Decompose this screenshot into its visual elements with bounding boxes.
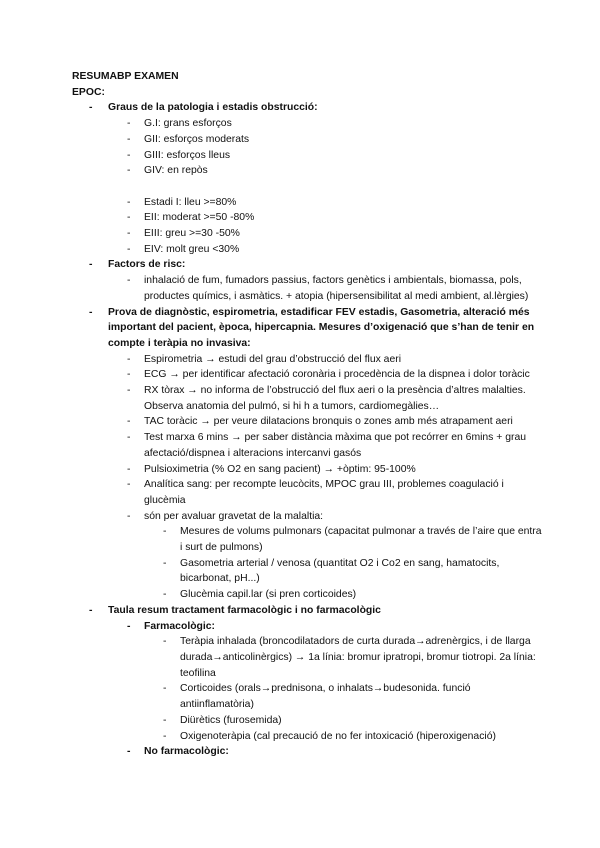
bullet-dash: - — [163, 683, 167, 695]
bullet-dash: - — [89, 604, 93, 616]
list-item — [72, 116, 542, 132]
grau-item: GIV: en repòs — [144, 165, 208, 177]
bullet-dash: - — [127, 118, 131, 130]
list-item — [72, 744, 542, 760]
bullet-dash: - — [127, 228, 131, 240]
list-item — [72, 148, 542, 164]
list-item — [72, 462, 542, 478]
bullet-dash: - — [127, 212, 131, 224]
list-item — [72, 195, 542, 211]
list-item — [72, 634, 542, 681]
farma-item: Diürètics (furosemida) — [180, 714, 282, 726]
bullet-dash: - — [127, 275, 131, 287]
bullet-dash: - — [163, 730, 167, 742]
list-item — [72, 587, 542, 603]
estadi-item: EIII: greu >=30 -50% — [144, 228, 240, 240]
list-item — [72, 713, 542, 729]
bullet-dash: - — [127, 243, 131, 255]
list-item — [72, 556, 542, 587]
farma-heading: Farmacològic: — [144, 620, 216, 632]
bullet-dash: - — [127, 165, 131, 177]
bullet-dash: - — [127, 463, 131, 475]
bullet-dash: - — [127, 369, 131, 381]
taula-heading: Taula resum tractament farmacològic i no farmacològic — [108, 604, 381, 616]
list-item — [72, 352, 542, 368]
list-item — [72, 509, 542, 525]
doc-title: RESUMABP EXAMEN — [72, 71, 179, 82]
list-item — [72, 729, 542, 745]
factor-item: inhalació de fum, fumadors passius, factors genètics i ambientals, biomassa, pols, productes químics, i asmàtics. + atopia (hipersensibilitat al medi ambient, al.lèrgies) — [144, 275, 529, 302]
prova-subitem: Gasometria arterial / venosa (quantitat O2 i Co2 en sang, hamatocits, bicarbonat, pH...) — [180, 557, 500, 585]
bullet-dash: - — [127, 133, 131, 145]
bullet-dash: - — [163, 526, 167, 538]
bullet-dash: - — [163, 589, 167, 601]
list-item — [72, 226, 542, 242]
prova-item: Espirometria → estudi del grau d’obstrucció del flux aeri — [144, 353, 402, 365]
bullet-dash: - — [127, 479, 131, 491]
farma-item: Teràpia inhalada (broncodilatadors de curta durada→adrenèrgics, i de llarga durada→anticolinèrgics) → 1a línia: bromur ipratropi, bromur tiotropi. 2a línia: teofilina — [180, 636, 536, 679]
prova-subitem: Glucèmia capil.lar (si pren corticoides) — [180, 589, 357, 601]
document-content — [72, 69, 542, 760]
bullet-dash: - — [89, 306, 93, 318]
bullet-dash: - — [89, 259, 93, 271]
list-item — [72, 681, 542, 712]
bullet-dash: - — [127, 432, 131, 444]
estadi-item: EIV: molt greu <30% — [144, 243, 240, 255]
list-item — [72, 619, 542, 635]
bullet-dash: - — [89, 102, 93, 114]
nofarma-heading: No farmacològic: — [144, 746, 229, 758]
list-item — [72, 257, 542, 273]
list-item — [72, 603, 542, 619]
bullet-dash: - — [163, 636, 167, 648]
estadi-item: EII: moderat >=50 -80% — [144, 212, 255, 224]
list-item — [72, 273, 542, 304]
factors-heading: Factors de risc: — [108, 259, 186, 271]
prova-subitem: Mesures de volums pulmonars (capacitat pulmonar a través de l’aire que entra i surt de pulmons) — [180, 526, 542, 554]
list-item — [72, 524, 542, 555]
bullet-dash: - — [127, 746, 131, 758]
farma-item: Corticoides (orals→prednisona, o inhalats→budesonida. funció antiinflamatòria) — [180, 683, 471, 711]
prova-item: són per avaluar gravetat de la malaltia: — [144, 510, 324, 522]
bullet-dash: - — [127, 416, 131, 428]
blank-line — [72, 179, 542, 195]
bullet-dash: - — [163, 557, 167, 569]
bullet-dash: - — [127, 620, 131, 632]
list-item — [72, 210, 542, 226]
bullet-dash: - — [127, 385, 131, 397]
graus-heading: Graus de la patologia i estadis obstrucció: — [108, 102, 318, 114]
bullet-dash: - — [127, 149, 131, 161]
bullet-dash: - — [127, 510, 131, 522]
list-item — [72, 383, 542, 414]
grau-item: GII: esforços moderats — [144, 133, 250, 145]
bullet-dash: - — [127, 196, 131, 208]
grau-item: GIII: esforços lleus — [144, 149, 231, 161]
grau-item: G.I: grans esforços — [144, 118, 232, 130]
section-heading: EPOC: — [72, 86, 105, 98]
list-item — [72, 163, 542, 179]
bullet-dash: - — [127, 353, 131, 365]
farma-item: Oxigenoteràpia (cal precaució de no fer intoxicació (hiperoxigenació) — [180, 730, 496, 742]
prova-item: ECG → per identificar afectació coronària i procedència de la dispnea i dolor toràcic — [144, 369, 530, 381]
prova-item: Analítica sang: per recompte leucòcits, MPOC grau III, problemes coagulació i glucèmia — [144, 479, 504, 506]
list-item — [72, 477, 542, 508]
list-item — [72, 430, 542, 461]
list-item — [72, 242, 542, 258]
estadi-item: Estadi I: lleu >=80% — [144, 196, 237, 208]
prova-item: Test marxa 6 mins → per saber distància màxima que pot recórrer en 6mins + grau afectació/dispnea i alteracions intercanvi gasós — [144, 432, 527, 459]
list-item — [72, 100, 542, 116]
prova-item: RX tòrax → no informa de l’obstrucció del flux aeri o la presència d’altres malalties. Observa anatomia del pulmó, si hi h a tumors, cardiomegàlies… — [144, 385, 526, 412]
list-item — [72, 367, 542, 383]
prova-item: Pulsioximetria (% O2 en sang pacient) → +òptim: 95-100% — [144, 463, 416, 475]
bullet-dash: - — [163, 714, 167, 726]
list-item — [72, 305, 542, 352]
list-item — [72, 414, 542, 430]
prova-item: TAC toràcic → per veure dilatacions bronquis o zones amb més atrapament aeri — [144, 416, 513, 428]
list-item — [72, 132, 542, 148]
prova-heading: Prova de diagnòstic, espirometria, estadificar FEV estadis, Gasometria, alteració més important del pacient, època, hipercapnia. Mesures d’oxigenació que s’han de tenir en compte i teràpia no invasiva: — [108, 306, 535, 349]
